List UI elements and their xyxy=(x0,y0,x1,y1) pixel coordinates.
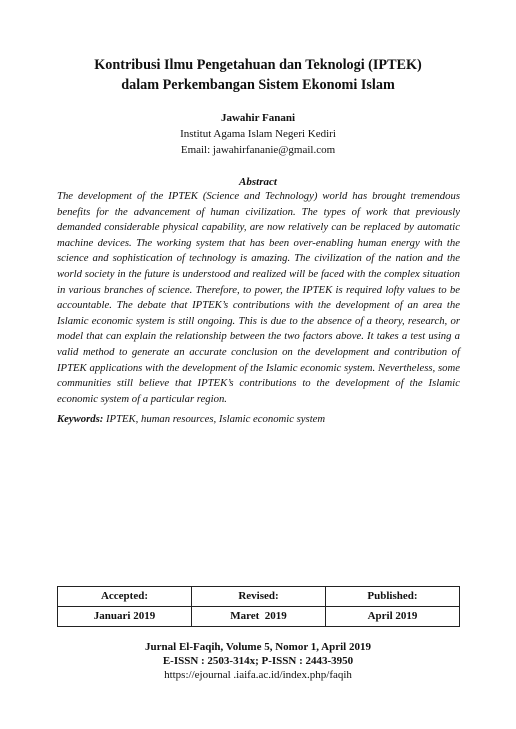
revised-date: Maret 2019 xyxy=(192,607,326,627)
author-name: Jawahir Fanani xyxy=(220,112,296,124)
author-block xyxy=(40,110,476,158)
keywords-line xyxy=(57,411,460,427)
journal-url[interactable]: https://ejournal .iaifa.ac.id/index.php/faqih xyxy=(164,669,352,681)
keywords-label: Keywords: xyxy=(57,413,104,425)
journal-footer xyxy=(40,640,476,682)
paper-title xyxy=(40,55,476,95)
publication-dates-table xyxy=(57,586,460,627)
keywords-text: IPTEK, human resources, Islamic economic system xyxy=(105,413,326,425)
title-line-2: dalam Perkembangan Sistem Ekonomi Islam xyxy=(121,77,395,93)
accepted-date: Januari 2019 xyxy=(58,607,192,627)
author-affiliation: Institut Agama Islam Negeri Kediri xyxy=(180,128,336,140)
author-email: Email: jawahirfananie@gmail.com xyxy=(180,144,336,156)
abstract-heading: Abstract xyxy=(239,176,277,188)
revised-label: Revised: xyxy=(192,587,326,607)
dates-label-row xyxy=(58,587,460,607)
abstract-text: The development of the IPTEK (Science and Technology) world has brought tremendous benefits for the advancement of human civilization. The types of work that previously demanded considerable physical capability, are now relatively can be replaced by automatic machine devices. The working system that has been over-enabling human energy with the science and sophistication of technology is amazing. The civilization of the nation and the world society in the future is understood and realized will be faced with the complex situation in various branches of science. Therefore, to power, the IPTEK is required lofty values to be accountable. The debate that IPTEK’s contributions with the development of an area the Islamic economic system is still ongoing. This is due to the absence of a theory, research, or model that can explain the relationship between the two factors above. It takes a test using a valid method to generate an accurate conclusion on the development and contribution of IPTEK applications with the development of the Islamic economic system. Nevertheless, some communities still believe that IPTEK’s contributions to the development of the Islamic economic system of a particular region. xyxy=(57,190,460,405)
journal-issn: E-ISSN : 2503-314x; P-ISSN : 2443-3950 xyxy=(162,655,354,667)
title-line-1: Kontribusi Ilmu Pengetahuan dan Teknologi (IPTEK) xyxy=(94,57,422,73)
dates-value-row xyxy=(58,607,460,627)
journal-citation: Jurnal El-Faqih, Volume 5, Nomor 1, April 2019 xyxy=(145,641,371,653)
accepted-label: Accepted: xyxy=(58,587,192,607)
published-label: Published: xyxy=(326,587,460,607)
published-date: April 2019 xyxy=(326,607,460,627)
